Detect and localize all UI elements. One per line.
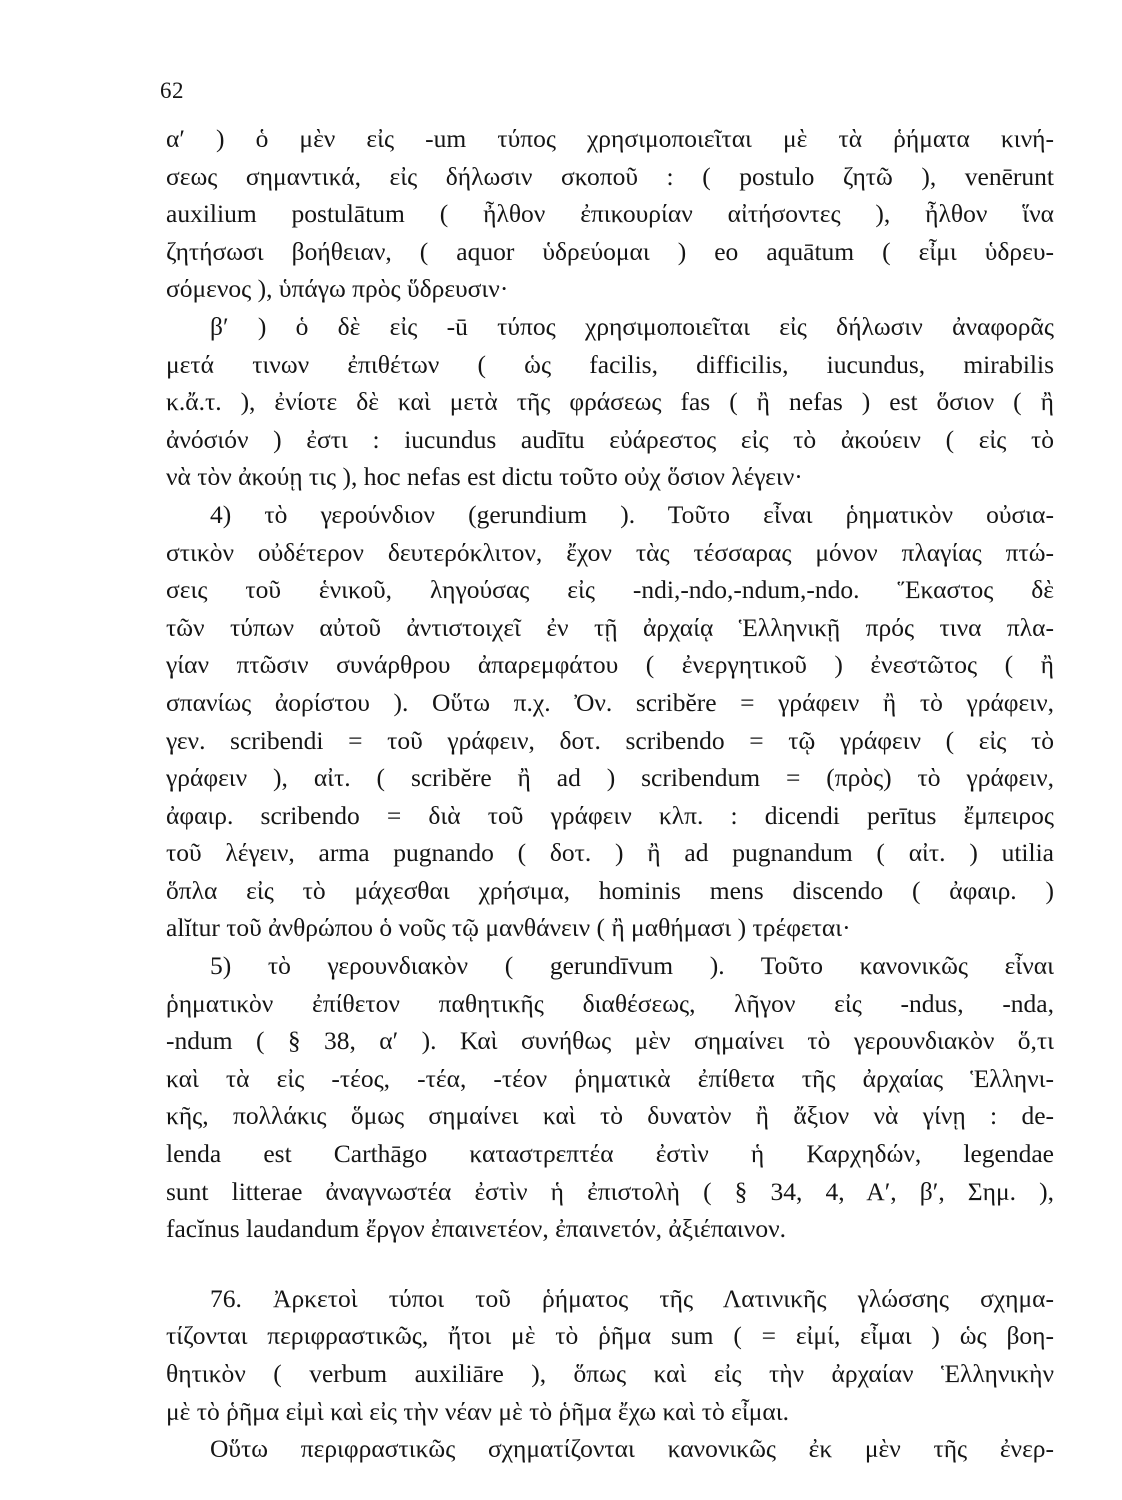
text-line: facĭnus laudandum ἔργον ἐπαινετέον, ἐπαινετόν, ἀξιέπαινον. [166, 1214, 786, 1244]
text-line: τοῦ λέγειν, arma pugnando ( δοτ. ) ἢ ad pugnandum ( αἰτ. ) utilia [166, 838, 1054, 868]
text-line: τῶν τύπων αὐτοῦ ἀντιστοιχεῖ ἐν τῇ ἀρχαίᾳ Ἑλληνικῇ πρός τινα πλα- [166, 612, 1054, 642]
text-line: τίζονται περιφραστικῶς, ἤτοι μὲ τὸ ῥῆμα sum ( = εἰμί, εἶμαι ) ὡς βοη- [166, 1321, 1054, 1351]
text-line: β′ ) ὁ δὲ εἰς -ū τύπος χρησιμοποιεῖται εἰς δήλωσιν ἀναφορᾶς [210, 311, 1054, 341]
text-line: Οὕτω περιφραστικῶς σχηματίζονται κανονικῶς ἐκ μὲν τῆς ἐνερ- [210, 1434, 1054, 1464]
text-line: μὲ τὸ ῥῆμα εἰμὶ καὶ εἰς τὴν νέαν μὲ τὸ ῥῆμα ἔχω καὶ τὸ εἶμαι. [166, 1396, 789, 1426]
text-line: στικὸν οὐδέτερον δευτερόκλιτον, ἔχον τὰς τέσσαρας μόνον πλαγίας πτώ- [166, 537, 1054, 567]
text-line: ἀφαιρ. scribendo = διὰ τοῦ γράφειν κλπ. : dicendi perītus ἔμπειρος [166, 800, 1054, 830]
text-line: alĭtur τοῦ ἀνθρώπου ὁ νοῦς τῷ μανθάνειν ( ἢ μαθήμασι ) τρέφεται· [166, 913, 851, 943]
text-line: ῥηματικὸν ἐπίθετον παθητικῆς διαθέσεως, λῆγον εἰς -ndus, -nda, [166, 988, 1054, 1018]
text-line: α′ ) ὁ μὲν εἰς -um τύπος χρησιμοποιεῖται μὲ τὰ ῥήματα κινή- [166, 124, 1054, 153]
text-line: σόμενος ), ὑπάγω πρὸς ὕδρευσιν· [166, 274, 509, 304]
text-line: sunt litterae ἀναγνωστέα ἐστὶν ἡ ἐπιστολὴ ( § 34, 4, Α′, β′, Σημ. ), [166, 1176, 1054, 1206]
text-line: κῆς, πολλάκις ὅμως σημαίνει καὶ τὸ δυνατὸν ἢ ἄξιον νὰ γίνῃ : de- [166, 1101, 1054, 1131]
text-line: γεν. scribendi = τοῦ γράφειν, δοτ. scribendo = τῷ γράφειν ( εἰς τὸ [166, 725, 1054, 755]
text-line: καὶ τὰ εἰς -τέος, -τέα, -τέον ῥηματικὰ ἐπίθετα τῆς ἀρχαίας Ἑλληνι- [166, 1063, 1054, 1093]
text-line: γίαν πτῶσιν συνάρθρου ἀπαρεμφάτου ( ἐνεργητικοῦ ) ἐνεστῶτος ( ἢ [166, 650, 1054, 680]
page-number: 62 [160, 78, 184, 103]
text-line: γράφειν ), αἰτ. ( scribĕre ἢ ad ) scribendum = (πρὸς) τὸ γράφειν, [166, 763, 1054, 793]
text-line: νὰ τὸν ἀκούῃ τις ), hoc nefas est dictu τοῦτο οὐχ ὅσιον λέγειν· [166, 462, 803, 492]
text-line: 76. Ἀρκετοὶ τύποι τοῦ ῥήματος τῆς Λατινικῆς γλώσσης σχημα- [210, 1283, 1054, 1313]
text-line: μετά τινων ἐπιθέτων ( ὡς facilis, difficilis, iucundus, mirabilis [166, 349, 1054, 379]
text-line: 4) τὸ γερούνδιον (gerundium ). Τοῦτο εἶναι ῥηματικὸν οὐσια- [210, 499, 1054, 529]
text-line: σεις τοῦ ἑνικοῦ, ληγούσας εἰς -ndi,-ndo,-ndum,-ndo. Ἕκαστος δὲ [166, 575, 1054, 605]
body-text [166, 120, 1054, 1468]
text-line: κ.ἄ.τ. ), ἐνίοτε δὲ καὶ μετὰ τῆς φράσεως fas ( ἢ nefas ) est ὅσιον ( ἢ [166, 387, 1054, 417]
text-line: -ndum ( § 38, α′ ). Καὶ συνήθως μὲν σημαίνει τὸ γερουνδιακὸν ὅ,τι [166, 1026, 1054, 1056]
text-line: ἀνόσιόν ) ἐστι : iucundus audītu εὐάρεστος εἰς τὸ ἀκούειν ( εἰς τὸ [166, 424, 1054, 454]
text-line: lenda est Carthāgo καταστρεπτέα ἐστὶν ἡ Καρχηδών, legendae [166, 1139, 1054, 1169]
text-line: ζητήσωσι βοήθειαν, ( aquor ὑδρεύομαι ) eo aquātum ( εἶμι ὑδρευ- [166, 236, 1054, 266]
text-line: σεως σημαντικά, εἰς δήλωσιν σκοποῦ : ( postulo ζητῶ ), venērunt [166, 161, 1054, 191]
text-line: σπανίως ἀορίστου ). Οὕτω π.χ. Ὀν. scribĕre = γράφειν ἢ τὸ γράφειν, [166, 687, 1054, 717]
text-line: auxilium postulātum ( ἦλθον ἐπικουρίαν αἰτήσοντες ), ἦλθον ἵνα [166, 199, 1054, 229]
text-line: ὅπλα εἰς τὸ μάχεσθαι χρήσιμα, hominis mens discendo ( ἀφαιρ. ) [166, 875, 1054, 905]
paragraph-gap [166, 1248, 1054, 1280]
text-line: 5) τὸ γερουνδιακὸν ( gerundīvum ). Τοῦτο κανονικῶς εἶναι [210, 951, 1054, 981]
text-line: θητικὸν ( verbum auxiliāre ), ὅπως καὶ εἰς τὴν ἀρχαίαν Ἑλληνικὴν [166, 1359, 1054, 1388]
